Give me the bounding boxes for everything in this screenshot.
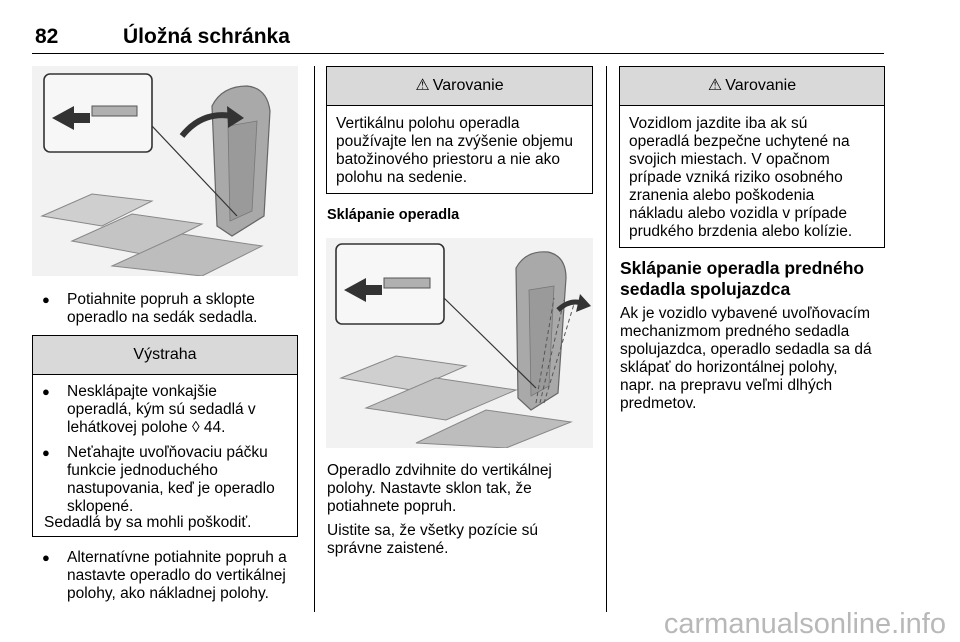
- column-divider-2: [606, 66, 607, 612]
- page-header: [32, 25, 884, 54]
- caution-box: [32, 335, 298, 537]
- bullet-dot-icon: ●: [42, 550, 50, 565]
- bullet-dot-icon: ●: [42, 384, 50, 399]
- caution-note: Sedadlá by sa mohli poškodiť.: [44, 514, 252, 531]
- seat-fold-illustration: [32, 66, 298, 276]
- list-item: ● Neťahajte uvoľňovaciu páčku funkcie jednoduchého nastupovania, keď je operadlo sklopené.: [42, 444, 275, 515]
- warning-triangle-icon: ⚠: [415, 77, 430, 94]
- warning-header-2: [620, 67, 884, 106]
- warning-box: [326, 66, 593, 194]
- column-divider-1: [314, 66, 315, 612]
- warning-text: Vertikálnu polohu operadla používajte len na zvýšenie objemu batožinového priestoru a nie ako polohu na sedenie.: [336, 115, 573, 186]
- section-subheading: Sklápanie operadla: [327, 207, 460, 223]
- page-number: 82: [35, 25, 59, 48]
- instruction-paragraph-1: Operadlo zdvihnite do vertikálnej polohy. Nastavte sklon tak, že potiahnete popruh.: [327, 462, 552, 515]
- section-paragraph: Ak je vozidlo vybavené uvoľňovacím mechanizmom predného sedadla spolujazdca, operadlo sedadla sa dá sklápať do horizontálnej polohy, napr. na prepravu veľmi dlhých predmetov.: [620, 305, 872, 412]
- page-title: Úložná schránka: [123, 25, 290, 48]
- warning-title-2: Varovanie: [725, 77, 797, 94]
- list-item: ● Nesklápajte vonkajšie operadlá, kým sú sedadlá v lehátkovej polohe ◊ 44.: [42, 383, 256, 436]
- warning-text-2: Vozidlom jazdite iba ak sú operadlá bezpečne uchytené na svojich miestach. V opačnom prípade vzniká riziko osobného zranenia alebo poškodenia nákladu alebo vozidla v prípade prudkého brzdenia alebo kolízie.: [629, 115, 853, 240]
- backrest-raise-drawing: [326, 238, 593, 448]
- warning-triangle-icon: ⚠: [707, 77, 723, 94]
- watermark: carmanualsonline.info: [663, 608, 946, 640]
- warning-title: Varovanie: [432, 77, 504, 94]
- list-item: ● Potiahnite popruh a sklopte operadlo na sedák sedadla.: [42, 291, 258, 326]
- warning-header: [327, 67, 592, 106]
- list-item: ● Alternatívne potiahnite popruh a nastavte operadlo do vertikálnej polohy, ako nákladnej polohy.: [42, 549, 287, 602]
- warning-box-2: [619, 66, 885, 248]
- bullet-dot-icon: ●: [42, 445, 50, 460]
- backrest-raise-illustration: [326, 238, 593, 448]
- section-heading: Sklápanie operadla predného sedadla spolujazdca: [620, 258, 865, 299]
- bullet-dot-icon: ●: [42, 292, 50, 307]
- instruction-paragraph-2: Uistite sa, že všetky pozície sú správne zaistené.: [327, 522, 539, 557]
- seat-fold-drawing: [32, 66, 298, 276]
- caution-title: Výstraha: [33, 336, 297, 375]
